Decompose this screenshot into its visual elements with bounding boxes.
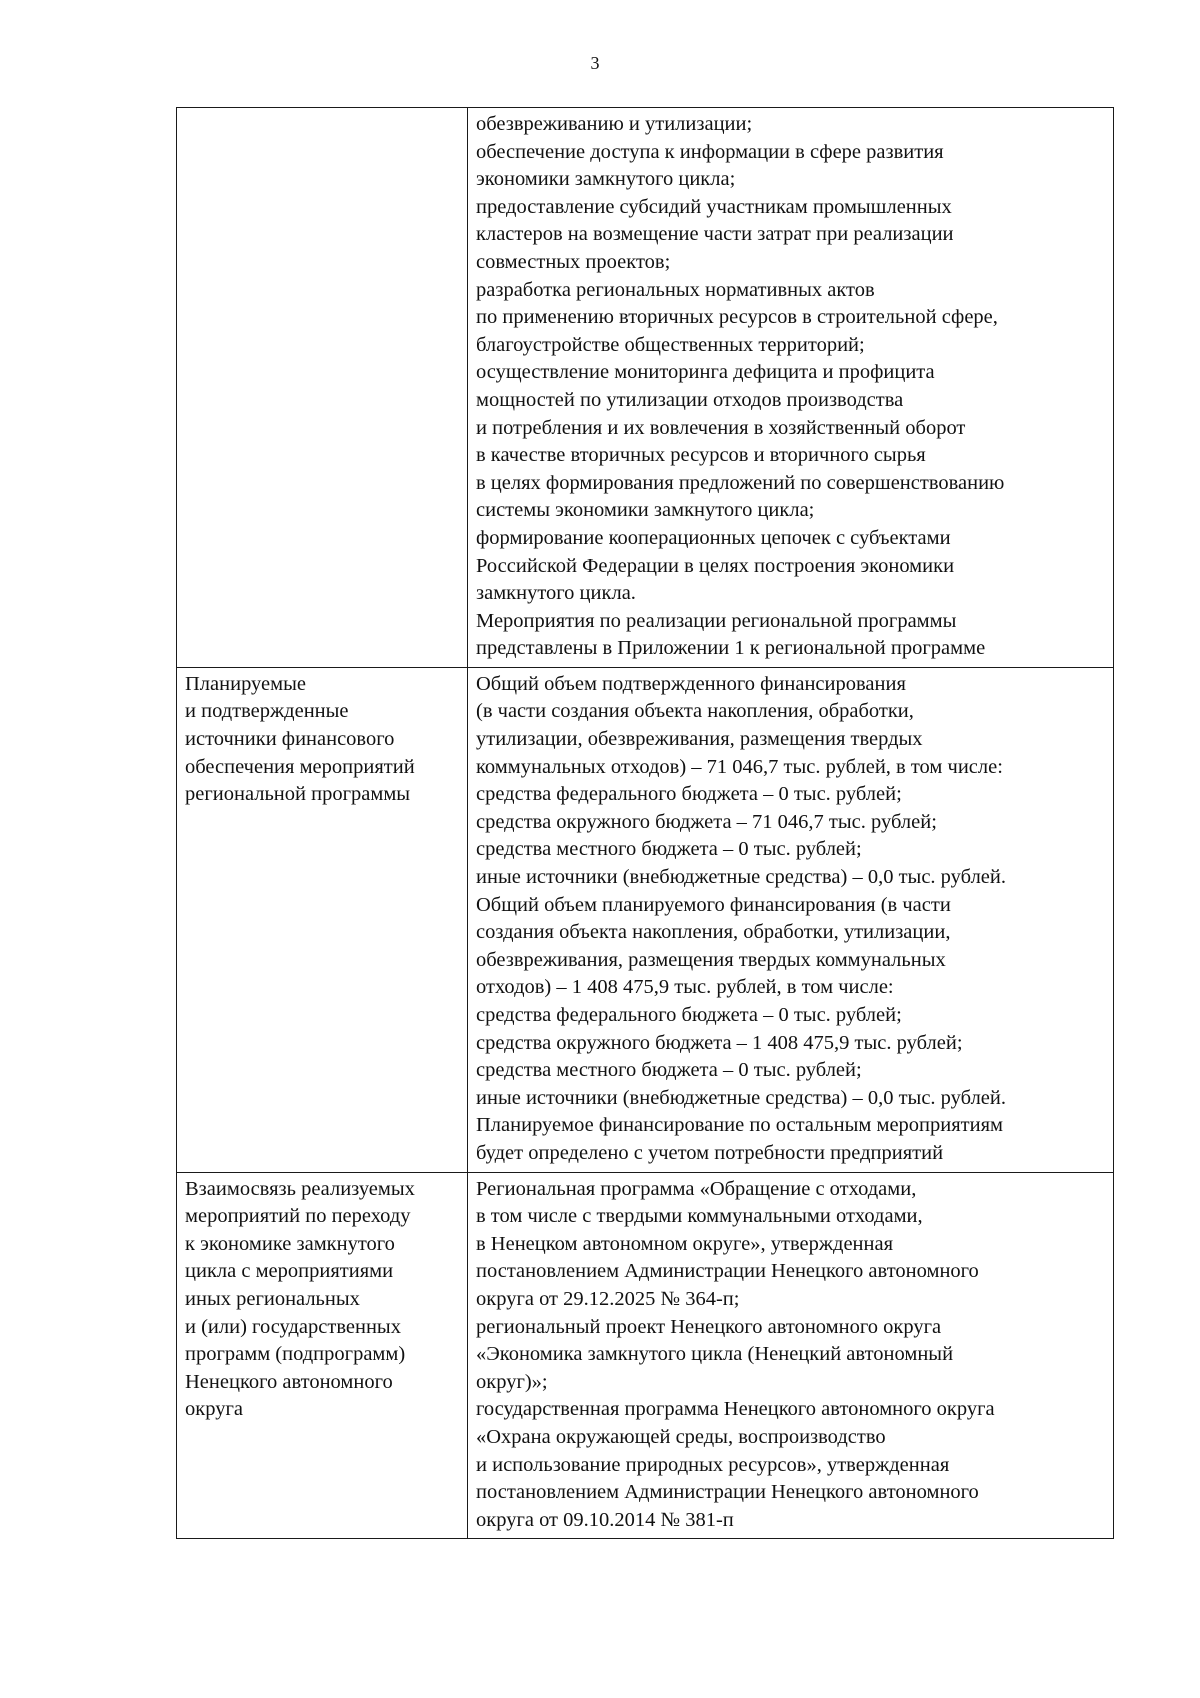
text-line: обеспечения мероприятий bbox=[185, 755, 415, 778]
text-line: мероприятий по переходу bbox=[185, 1205, 411, 1228]
text-line: Общий объем подтвержденного финансирования bbox=[476, 672, 906, 695]
text-line: округа от 29.12.2025 № 364-п; bbox=[476, 1287, 740, 1310]
text-line: и потребления и их вовлечения в хозяйственный оборот bbox=[476, 416, 966, 439]
text-line: Российской Федерации в целях построения экономики bbox=[476, 554, 955, 577]
text-line: Планируемые bbox=[185, 672, 306, 695]
text-line: системы экономики замкнутого цикла; bbox=[476, 499, 815, 522]
text-line: Мероприятия по реализации региональной программы bbox=[476, 609, 957, 632]
text-line: обезвреживанию и утилизации; bbox=[476, 113, 753, 135]
text-line: обеспечение доступа к информации в сфере развития bbox=[476, 140, 944, 163]
text-line: и использование природных ресурсов», утвержденная bbox=[476, 1453, 950, 1476]
text-line: источники финансового bbox=[185, 728, 395, 751]
row-content-cell bbox=[468, 667, 1114, 1172]
text-line: благоустройстве общественных территорий; bbox=[476, 333, 865, 356]
text-line: средства федерального бюджета – 0 тыс. рублей; bbox=[476, 783, 902, 806]
text-line: в качестве вторичных ресурсов и вторичного сырья bbox=[476, 444, 926, 467]
text-line: будет определено с учетом потребности предприятий bbox=[476, 1141, 944, 1164]
program-passport-table bbox=[176, 107, 1114, 1539]
text-line: осуществление мониторинга дефицита и профицита bbox=[476, 361, 935, 384]
text-line: Взаимосвязь реализуемых bbox=[185, 1177, 415, 1200]
text-line: в том числе с твердыми коммунальными отходами, bbox=[476, 1205, 923, 1228]
table-row-activities bbox=[177, 108, 1114, 668]
text-line: совместных проектов; bbox=[476, 250, 671, 273]
text-line: иные источники (внебюджетные средства) – 0,0 тыс. рублей. bbox=[476, 866, 1006, 889]
text-line: по применению вторичных ресурсов в строительной сфере, bbox=[476, 306, 998, 329]
text-line: Общий объем планируемого финансирования (в части bbox=[476, 893, 951, 916]
text-line: государственная программа Ненецкого автономного округа bbox=[476, 1398, 995, 1421]
text-line: Ненецкого автономного bbox=[185, 1370, 393, 1393]
text-line: средства федерального бюджета – 0 тыс. рублей; bbox=[476, 1004, 902, 1026]
text-line: (в части создания объекта накопления, обработки, bbox=[476, 700, 914, 723]
text-line: в Ненецком автономном округе», утвержденная bbox=[476, 1232, 894, 1255]
text-line: постановлением Администрации Ненецкого автономного bbox=[476, 1260, 979, 1283]
text-line: коммунальных отходов) – 71 046,7 тыс. рублей, в том числе: bbox=[476, 755, 1003, 778]
text-line: средства окружного бюджета – 1 408 475,9 тыс. рублей; bbox=[476, 1031, 963, 1054]
text-line: обезвреживания, размещения твердых коммунальных bbox=[476, 948, 946, 971]
text-line: программ (подпрограмм) bbox=[185, 1343, 406, 1366]
text-line: региональной программы bbox=[185, 783, 411, 806]
text-line: к экономике замкнутого bbox=[185, 1232, 395, 1255]
row-label-cell bbox=[177, 108, 468, 668]
text-line: округа от 09.10.2014 № 381-п bbox=[476, 1508, 734, 1531]
text-line: кластеров на возмещение части затрат при реализации bbox=[476, 223, 954, 246]
text-line: представлены в Приложении 1 к региональной программе bbox=[476, 637, 986, 660]
text-line: «Экономика замкнутого цикла (Ненецкий автономный bbox=[476, 1343, 954, 1366]
text-line: экономики замкнутого цикла; bbox=[476, 168, 736, 191]
text-line: «Охрана окружающей среды, воспроизводство bbox=[476, 1425, 886, 1448]
text-line: и подтвержденные bbox=[185, 700, 349, 723]
text-line: средства местного бюджета – 0 тыс. рублей; bbox=[476, 838, 862, 861]
table-row-financing-sources bbox=[177, 667, 1114, 1172]
text-line: средства местного бюджета – 0 тыс. рублей; bbox=[476, 1059, 862, 1082]
text-line: цикла с мероприятиями bbox=[185, 1260, 394, 1283]
text-line: постановлением Администрации Ненецкого автономного bbox=[476, 1481, 979, 1504]
page-number: 3 bbox=[590, 53, 600, 73]
text-line: в целях формирования предложений по совершенствованию bbox=[476, 471, 1005, 494]
text-line: округ)»; bbox=[476, 1370, 548, 1393]
text-line: иные источники (внебюджетные средства) – 0,0 тыс. рублей. bbox=[476, 1086, 1006, 1109]
text-line: региональный проект Ненецкого автономного округа bbox=[476, 1315, 942, 1338]
text-line: разработка региональных нормативных актов bbox=[476, 278, 875, 301]
row-content-cell bbox=[468, 108, 1114, 668]
text-line: создания объекта накопления, обработки, утилизации, bbox=[476, 921, 951, 944]
row-label-cell bbox=[177, 667, 468, 1172]
text-line: и (или) государственных bbox=[185, 1315, 401, 1338]
text-line: отходов) – 1 408 475,9 тыс. рублей, в том числе: bbox=[476, 976, 894, 999]
text-line: утилизации, обезвреживания, размещения твердых bbox=[476, 728, 923, 751]
text-line: округа bbox=[185, 1398, 243, 1421]
row-content-cell bbox=[468, 1172, 1114, 1539]
text-line: мощностей по утилизации отходов производства bbox=[476, 388, 904, 411]
text-line: средства окружного бюджета – 71 046,7 тыс. рублей; bbox=[476, 810, 937, 833]
text-line: предоставление субсидий участникам промышленных bbox=[476, 195, 952, 218]
text-line: Региональная программа «Обращение с отходами, bbox=[476, 1177, 917, 1200]
text-line: формирование кооперационных цепочек с субъектами bbox=[476, 526, 951, 549]
text-line: замкнутого цикла. bbox=[476, 582, 636, 605]
text-line: Планируемое финансирование по остальным мероприятиям bbox=[476, 1114, 1004, 1137]
row-label-cell bbox=[177, 1172, 468, 1539]
table-row-program-relations bbox=[177, 1172, 1114, 1539]
text-line: иных региональных bbox=[185, 1287, 360, 1310]
